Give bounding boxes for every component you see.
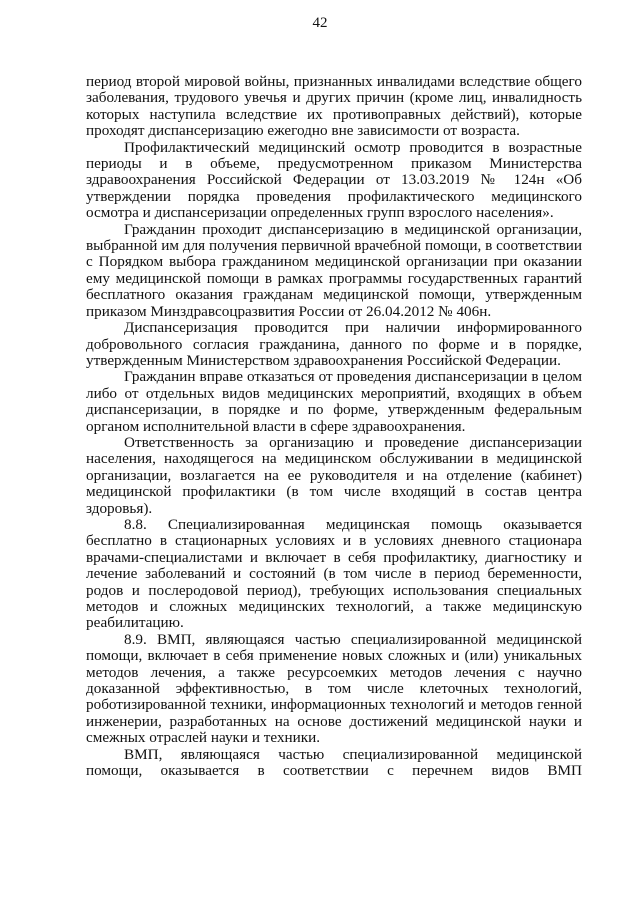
paragraph-4: Диспансеризация проводится при наличии информированного добровольного согласия гражданина, данного по форме и в порядке, утвержденным Министерством здравоохранения Российской Федерации. bbox=[86, 319, 582, 369]
body-text bbox=[86, 74, 582, 779]
paragraph-1: период второй мировой войны, признанных инвалидами вследствие общего заболевания, трудового увечья и других причин (кроме лиц, инвалидность которых наступила вследствие их противоправных действий), которые проходят диспансеризацию ежегодно вне зависимости от возраста. bbox=[86, 73, 582, 140]
paragraph-3: Гражданин проходит диспансеризацию в медицинской организации, выбранной им для получения первичной врачебной помощи, в соответствии с Порядком выбора гражданином медицинской организации при оказании ему медицинской помощи в рамках программы государственных гарантий бесплатного оказания гражданам медицинской помощи, утвержденным приказом Минздравсоцразвития России от 26.04.2012 № 406н. bbox=[86, 220, 582, 320]
paragraph-8: 8.9. ВМП, являющаяся частью специализированной медицинской помощи, включает в себя применение новых сложных и (или) уникальных методов лечения, а также ресурсоемких методов лечения с научно доказанной эффективностью, в том числе клеточных технологий, роботизированной техники, информационных технологий и методов генной инженерии, разработанных на основе достижений медицинской науки и смежных отраслей науки и техники. bbox=[86, 630, 582, 747]
paragraph-6: Ответственность за организацию и проведение диспансеризации населения, находящегося на медицинском обслуживании в медицинской организации, возлагается на ее руководителя и на отделение (кабинет) медицинской профилактики (в том числе входящий в состав центра здоровья). bbox=[86, 433, 582, 517]
paragraph-7: 8.8. Специализированная медицинская помощь оказывается бесплатно в стационарных условиях и в условиях дневного стационара врачами-специалистами и включает в себя профилактику, диагностику и лечение заболеваний и состояний (в том числе в период беременности, родов и послеродовой период), требующих использования специальных методов и сложных медицинских технологий, а также медицинскую реабилитацию. bbox=[86, 515, 582, 632]
paragraph-9: ВМП, являющаяся частью специализированной медицинской помощи, оказывается в соответствии с перечнем видов ВМП bbox=[86, 745, 582, 780]
page-number: 42 bbox=[312, 15, 328, 31]
paragraph-5: Гражданин вправе отказаться от проведения диспансеризации в целом либо от отдельных видов медицинских мероприятий, входящих в объем диспансеризации, в порядке и по форме, утвержденным федеральным органом исполнительной власти в сфере здравоохранения. bbox=[86, 368, 582, 435]
paragraph-2: Профилактический медицинский осмотр проводится в возрастные периоды и в объеме, предусмотренном приказом Министерства здравоохранения Российской Федерации от 13.03.2019 № 124н «Об утверждении порядка проведения профилактического медицинского осмотра и диспансеризации определенных групп взрослого населения». bbox=[86, 138, 582, 222]
